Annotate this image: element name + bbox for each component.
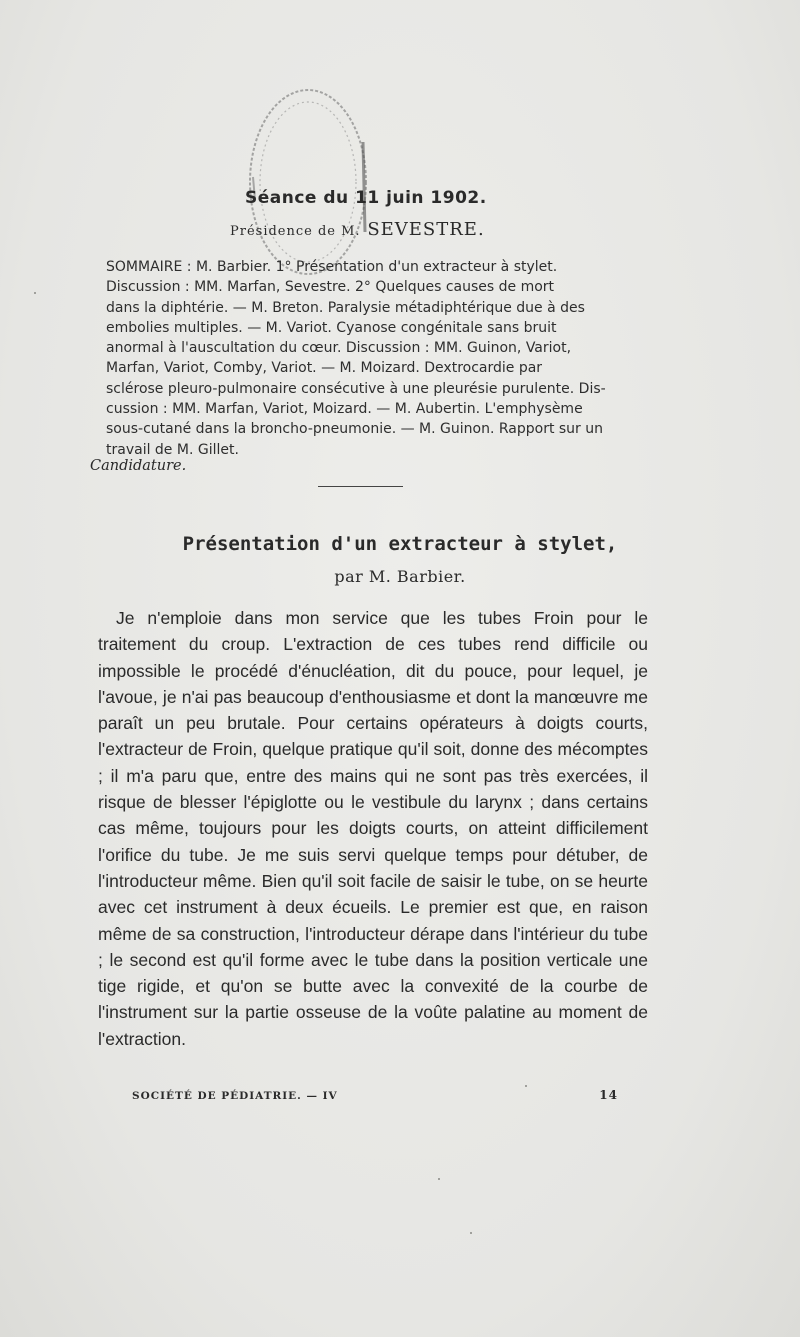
ink-speck [438,1178,440,1180]
article-byline: par M. Barbier. [334,567,466,586]
sommaire-line: dans la diphtérie. — M. Breton. Paralysie métadiphtérique due à des [106,299,585,316]
presidence-heading [230,219,485,240]
sommaire-line: Discussion : MM. Marfan, Sevestre. 2° Quelques causes de mort [106,279,555,296]
footer-page-number: 14 [599,1088,618,1102]
sommaire-block [106,257,640,460]
ink-speck [525,1085,527,1087]
candidature-label: Candidature. [90,458,187,474]
presidence-prefix: Présidence de M. [230,224,361,239]
sommaire-line: embolies multiples. — M. Variot. Cyanose congénitale sans bruit [106,319,557,336]
article-title: Présentation d'un extracteur à stylet, [182,533,618,555]
sommaire-line: SOMMAIRE : M. Barbier. 1° Présentation d'un extracteur à stylet. [106,259,558,275]
footer-journal: SOCIÉTÉ DE PÉDIATRIE. — IV [132,1090,338,1102]
article-paragraph: Je n'emploie dans mon service que les tubes Froin pour le traitement du croup. L'extraction de ces tubes rend difficile ou impossible le procédé d'énucléation, dit du pouce, pour lequel, je l'avoue, je n'ai pas beaucoup d'enthousiasme et dont la manœuvre me paraît un peu brutale. Pour certains opérateurs à doigts courts, l'extracteur de Froin, quelque pratique qu'il soit, donne des mécomptes ; il m'a paru que, entre des mains qui ne sont pas très exercées, il risque de blesser l'épiglotte ou le vestibule du larynx ; dans certains cas même, toujours pour les doigts courts, on atteint difficilement l'orifice du tube. Je me suis servi quelque temps pour détuber, de l'introducteur même. Bien qu'il soit facile de saisir le tube, on se heurte avec cet instrument à deux écueils. Le premier est que, en raison même de sa construction, l'introducteur dérape dans l'intérieur du tube ; le second est qu'il forme avec le tube dans la position verticale une tige rigide, et qu'on se butte avec la convexité de la courbe de l'instrument sur la partie osseuse de la voûte palatine au moment de l'extraction. [98,608,648,1049]
sommaire-line: anormal à l'auscultation du cœur. Discussion : MM. Guinon, Variot, [106,340,572,357]
ink-speck [34,292,36,294]
article-body [98,605,648,1052]
sommaire-line: travail de M. Gillet. [106,441,239,458]
sommaire-line: Marfan, Variot, Comby, Variot. — M. Moizard. Dextrocardie par [106,360,543,377]
sommaire-line: sclérose pleuro-pulmonaire consécutive à une pleurésie purulente. Dis- [106,380,606,397]
presidence-name: SEVESTRE. [367,219,485,240]
sommaire-line: cussion : MM. Marfan, Variot, Moizard. — M. Aubertin. L'emphysème [106,401,583,418]
section-divider [318,486,403,487]
seance-heading: Séance du 11 juin 1902. [245,188,487,208]
ink-speck [470,1232,472,1234]
page-footer [132,1090,618,1102]
sommaire-line: sous-cutané dans la broncho-pneumonie. — M. Guinon. Rapport sur un [106,421,604,438]
